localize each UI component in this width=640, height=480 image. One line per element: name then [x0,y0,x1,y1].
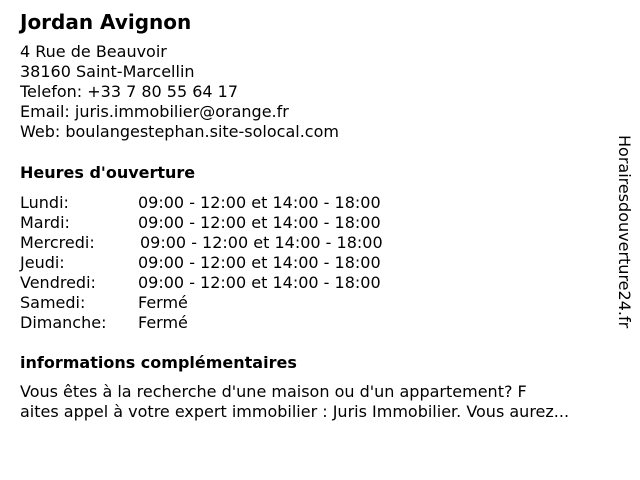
day-label: Dimanche: [20,313,107,332]
day-label: Mardi: [20,213,70,232]
day-hours: Fermé [138,293,188,312]
day-label: Mercredi: [20,233,95,252]
info-description [20,382,569,422]
day-hours: 09:00 - 12:00 et 14:00 - 18:00 [140,233,383,252]
phone-number: Telefon: +33 7 80 55 64 17 [20,82,239,101]
info-line: Vous êtes à la recherche d'une maison ou d'un appartement? F [20,382,527,401]
contact-block [20,42,339,142]
day-hours: 09:00 - 12:00 et 14:00 - 18:00 [138,193,381,212]
hours-heading: Heures d'ouverture [20,163,196,182]
info-line: aites appel à votre expert immobilier : Juris Immobilier. Vous aurez... [20,402,570,421]
day-hours: 09:00 - 12:00 et 14:00 - 18:00 [138,253,381,272]
day-label: Lundi: [20,193,69,212]
info-heading: informations complémentaires [20,353,297,372]
email-address: Email: juris.immobilier@orange.fr [20,102,289,121]
day-label: Vendredi: [20,273,96,292]
site-watermark: Horairesdouverture24.fr [615,135,634,329]
website-address: Web: boulangestephan.site-solocal.com [20,122,339,141]
day-hours: Fermé [138,313,188,332]
address-city: 38160 Saint-Marcellin [20,62,195,81]
business-name: Jordan Avignon [20,10,192,34]
day-label: Samedi: [20,293,86,312]
address-street: 4 Rue de Beauvoir [20,42,167,61]
day-hours: 09:00 - 12:00 et 14:00 - 18:00 [138,273,381,292]
day-label: Jeudi: [20,253,65,272]
day-hours: 09:00 - 12:00 et 14:00 - 18:00 [138,213,381,232]
